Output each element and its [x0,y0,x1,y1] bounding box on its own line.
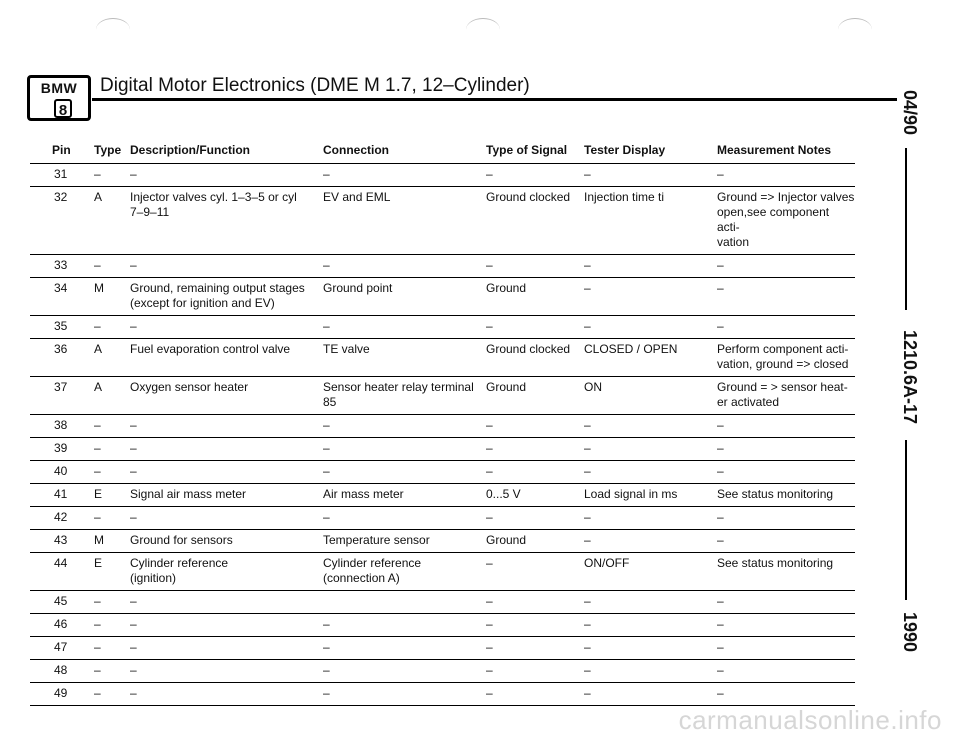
cell-signal-type: Ground clocked [486,339,584,377]
cell-connection: Ground point [323,278,486,316]
cell-pin: 39 [30,438,94,461]
cell-measurement-notes: – [717,278,855,316]
cell-connection: – [323,614,486,637]
column-header-signal-type: Type of Signal [486,143,584,164]
column-header-tester-display: Tester Display [584,143,717,164]
cell-measurement-notes: – [717,591,855,614]
column-header-measurement-notes: Measurement Notes [717,143,855,164]
cell-connection: EV and EML [323,187,486,255]
cell-tester-display: CLOSED / OPEN [584,339,717,377]
cell-description: Ground, remaining output stages (except for ignition and EV) [130,278,323,316]
cell-connection: – [323,461,486,484]
cell-description: – [130,507,323,530]
table-row [30,591,855,614]
cell-type: – [94,461,130,484]
cell-type: – [94,637,130,660]
table-row [30,507,855,530]
cell-description: Oxygen sensor heater [130,377,323,415]
cell-connection: Cylinder reference (connection A) [323,553,486,591]
title-divider [92,98,897,101]
cell-type: E [94,484,130,507]
cell-type: A [94,339,130,377]
table-row [30,255,855,278]
cell-connection: – [323,164,486,187]
cell-type: M [94,530,130,553]
cell-signal-type: – [486,553,584,591]
cell-signal-type: – [486,507,584,530]
cell-measurement-notes: – [717,255,855,278]
cell-signal-type: – [486,591,584,614]
cell-pin: 37 [30,377,94,415]
margin-year: 1990 [900,612,920,653]
cell-type: – [94,660,130,683]
margin-line [905,440,907,600]
cell-measurement-notes: – [717,614,855,637]
cell-description: – [130,415,323,438]
table-row [30,164,855,187]
table-row [30,278,855,316]
cell-measurement-notes: – [717,438,855,461]
table-row [30,377,855,415]
cell-description: – [130,683,323,706]
margin-date: 04/90 [900,90,920,136]
table-row [30,553,855,591]
cell-type: – [94,683,130,706]
bmw-logo [27,75,91,121]
cell-description: Ground for sensors [130,530,323,553]
cell-tester-display: – [584,461,717,484]
cell-pin: 40 [30,461,94,484]
cell-pin: 49 [30,683,94,706]
margin-line [905,148,907,310]
cell-type: A [94,377,130,415]
cell-measurement-notes: – [717,683,855,706]
cell-pin: 45 [30,591,94,614]
cell-pin: 35 [30,316,94,339]
table-header-row [30,143,855,164]
cell-signal-type: – [486,614,584,637]
cell-description: – [130,164,323,187]
cell-pin: 31 [30,164,94,187]
cell-signal-type: Ground [486,530,584,553]
cell-measurement-notes: See status monitoring [717,553,855,591]
cell-tester-display: Injection time ti [584,187,717,255]
cell-measurement-notes: Ground = > sensor heat- er activated [717,377,855,415]
punch-mark [838,18,872,41]
cell-description: Signal air mass meter [130,484,323,507]
cell-signal-type: – [486,438,584,461]
cell-tester-display: – [584,255,717,278]
cell-type: – [94,316,130,339]
cell-connection: – [323,316,486,339]
cell-description: – [130,438,323,461]
cell-connection: TE valve [323,339,486,377]
column-header-description: Description/Function [130,143,323,164]
table-row [30,438,855,461]
cell-measurement-notes: – [717,637,855,660]
cell-connection: Air mass meter [323,484,486,507]
cell-tester-display: – [584,614,717,637]
cell-description: – [130,614,323,637]
table-row [30,339,855,377]
cell-connection: – [323,507,486,530]
cell-description: – [130,591,323,614]
column-header-type: Type [94,143,130,164]
cell-measurement-notes: – [717,316,855,339]
cell-connection: – [323,255,486,278]
cell-type: – [94,255,130,278]
cell-connection [323,591,486,614]
cell-pin: 38 [30,415,94,438]
cell-type: M [94,278,130,316]
cell-type: A [94,187,130,255]
column-header-pin: Pin [30,143,94,164]
pin-assignment-table [30,143,855,706]
table-row [30,660,855,683]
cell-tester-display: – [584,683,717,706]
cell-measurement-notes: – [717,164,855,187]
cell-description: – [130,255,323,278]
cell-pin: 33 [30,255,94,278]
cell-measurement-notes: Perform component acti- vation, ground => closed [717,339,855,377]
cell-signal-type: – [486,316,584,339]
logo-brand: BMW [40,80,78,96]
cell-signal-type: 0...5 V [486,484,584,507]
cell-description: Fuel evaporation control valve [130,339,323,377]
cell-measurement-notes: – [717,530,855,553]
cell-tester-display: – [584,438,717,461]
cell-pin: 32 [30,187,94,255]
table-row [30,415,855,438]
cell-connection: – [323,660,486,683]
cell-signal-type: – [486,660,584,683]
cell-type: – [94,438,130,461]
cell-tester-display: – [584,415,717,438]
cell-signal-type: – [486,164,584,187]
table-row [30,316,855,339]
cell-signal-type: Ground [486,278,584,316]
table-row [30,484,855,507]
cell-description: – [130,660,323,683]
cell-pin: 41 [30,484,94,507]
cell-description: Cylinder reference (ignition) [130,553,323,591]
cell-signal-type: – [486,683,584,706]
cell-measurement-notes: Ground => Injector valves open,see component acti- vation [717,187,855,255]
watermark: carmanualsonline.info [678,705,942,735]
cell-pin: 34 [30,278,94,316]
table-row [30,614,855,637]
punch-mark [466,18,500,41]
cell-connection: Temperature sensor [323,530,486,553]
cell-tester-display: – [584,591,717,614]
cell-type: – [94,507,130,530]
cell-tester-display: – [584,637,717,660]
cell-pin: 47 [30,637,94,660]
cell-tester-display: – [584,660,717,683]
cell-type: – [94,614,130,637]
cell-tester-display: Load signal in ms [584,484,717,507]
cell-connection: – [323,637,486,660]
punch-mark [96,18,130,41]
cell-tester-display: ON/OFF [584,553,717,591]
cell-tester-display: – [584,278,717,316]
cell-connection: – [323,683,486,706]
table-row [30,683,855,706]
cell-measurement-notes: – [717,461,855,484]
cell-signal-type: – [486,255,584,278]
cell-pin: 46 [30,614,94,637]
cell-signal-type: – [486,415,584,438]
cell-connection: Sensor heater relay terminal 85 [323,377,486,415]
table-row [30,187,855,255]
cell-pin: 42 [30,507,94,530]
cell-signal-type: Ground clocked [486,187,584,255]
table-row [30,637,855,660]
cell-measurement-notes: See status monitoring [717,484,855,507]
cell-signal-type: – [486,461,584,484]
cell-description: – [130,461,323,484]
logo-series-number: 8 [54,99,72,118]
cell-type: – [94,591,130,614]
cell-connection: – [323,438,486,461]
cell-tester-display: – [584,164,717,187]
cell-measurement-notes: – [717,415,855,438]
cell-tester-display: – [584,507,717,530]
cell-signal-type: Ground [486,377,584,415]
cell-connection: – [323,415,486,438]
cell-pin: 48 [30,660,94,683]
cell-tester-display: – [584,530,717,553]
cell-pin: 36 [30,339,94,377]
table-body [30,164,855,706]
page-title: Digital Motor Electronics (DME M 1.7, 12–Cylinder) [100,75,530,96]
cell-type: – [94,164,130,187]
cell-description: – [130,637,323,660]
cell-description: Injector valves cyl. 1–3–5 or cyl 7–9–11 [130,187,323,255]
cell-type: E [94,553,130,591]
cell-description: – [130,316,323,339]
cell-tester-display: ON [584,377,717,415]
cell-type: – [94,415,130,438]
table-row [30,461,855,484]
column-header-connection: Connection [323,143,486,164]
cell-tester-display: – [584,316,717,339]
cell-pin: 44 [30,553,94,591]
table-row [30,530,855,553]
cell-measurement-notes: – [717,507,855,530]
cell-signal-type: – [486,637,584,660]
cell-pin: 43 [30,530,94,553]
margin-doc-code: 1210.6A-17 [900,330,920,425]
cell-measurement-notes: – [717,660,855,683]
